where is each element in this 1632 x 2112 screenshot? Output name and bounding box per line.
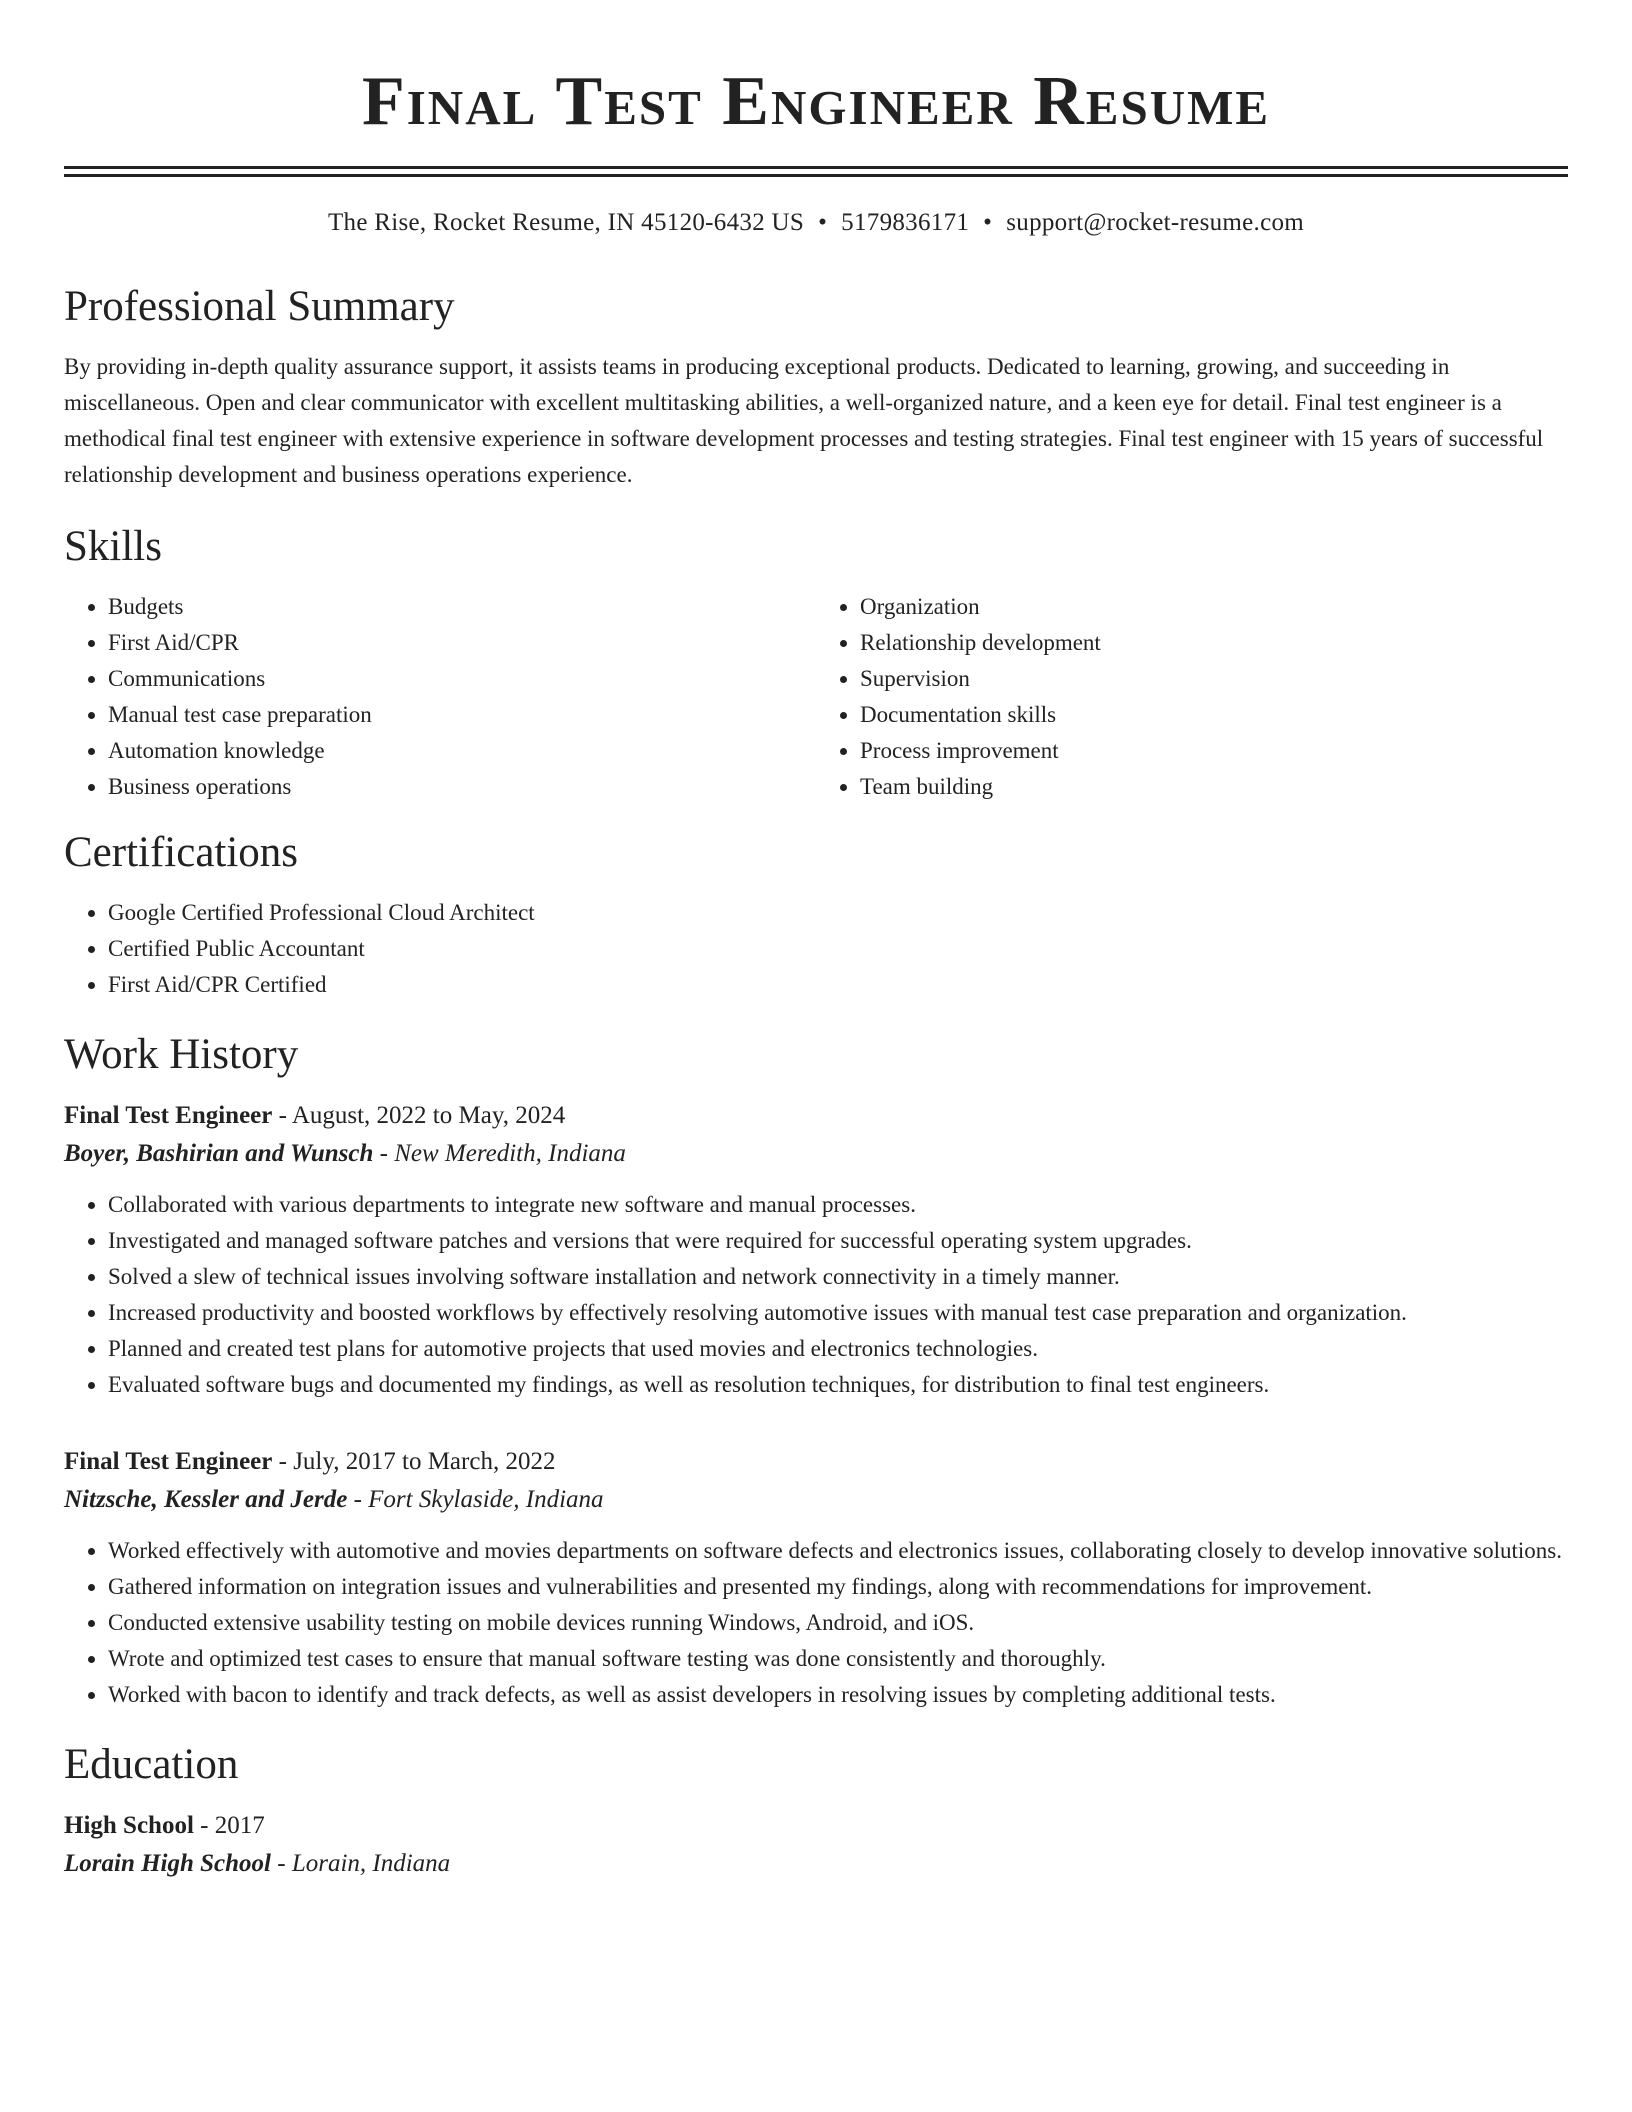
skills-heading: Skills [64,523,162,570]
job-duty: • Worked with bacon to identify and track defects, as well as assist developers in resolving issues by completing additional tests. [108,1677,1568,1713]
school-name: Lorain High School [64,1850,271,1877]
company-line [64,1481,1568,1519]
contact-separator: • [818,209,828,236]
certifications-heading: Certifications [64,829,299,876]
skills-columns [64,589,1568,805]
skill-item: • Manual test case preparation [108,697,816,733]
job-dates: - August, 2022 to May, 2024 [272,1102,566,1129]
work-history-heading: Work History [64,1031,299,1078]
education-heading: Education [64,1741,239,1788]
contact-phone: 5179836171 [841,209,970,236]
summary-text: By providing in-depth quality assurance support, it assists teams in producing exceptional products. Dedicated to learning, growing, and succeeding in miscellaneous. Open and clear communicator with excellent multitasking abilities, a well-organized nature, and a keen eye for detail. Final test engineer is a methodical final test engineer with extensive experience in software development processes and testing strategies. Final test engineer with 15 years of successful relationship development and business operations experience. [64,354,1544,487]
job-title-line [64,1097,1568,1135]
skill-item: • Relationship development [860,625,1568,661]
graduation-year: - 2017 [193,1812,265,1839]
company-location: - New Meredith, Indiana [373,1140,626,1167]
skill-item: • Communications [108,661,816,697]
degree-line [64,1807,1568,1845]
company-line [64,1135,1568,1173]
contact-separator: • [983,209,993,236]
skill-item: • Supervision [860,661,1568,697]
title-double-rule [64,166,1568,177]
skill-item: • Process improvement [860,733,1568,769]
certification-item: • First Aid/CPR Certified [108,967,1568,1003]
job-entry [64,1443,1568,1713]
job-title-line [64,1443,1568,1481]
contact-email: support@rocket-resume.com [1006,209,1305,236]
skills-list-left [64,589,816,805]
job-duty: • Solved a slew of technical issues involving software installation and network connectivity in a timely manner. [108,1259,1568,1295]
resume-title: Final Test Engineer Resume [361,63,1271,140]
skill-item: • Organization [860,589,1568,625]
certifications-list [64,895,1568,1003]
job-duty: • Investigated and managed software patches and versions that were required for successful operating system upgrades. [108,1223,1568,1259]
school-location: - Lorain, Indiana [271,1850,451,1877]
job-dates: - July, 2017 to March, 2022 [272,1448,556,1475]
job-duties-list [64,1533,1568,1713]
company-name: Boyer, Bashirian and Wunsch [64,1140,374,1167]
job-duty: • Evaluated software bugs and documented my findings, as well as resolution techniques, for distribution to final test engineers. [108,1367,1568,1403]
skill-item: • Budgets [108,589,816,625]
job-duties-list [64,1187,1568,1403]
skill-item: • Business operations [108,769,816,805]
company-location: - Fort Skylaside, Indiana [347,1486,604,1513]
skill-item: • Automation knowledge [108,733,816,769]
skill-item: • Documentation skills [860,697,1568,733]
skill-item: • Team building [860,769,1568,805]
job-title: Final Test Engineer [64,1102,273,1129]
certification-item: • Certified Public Accountant [108,931,1568,967]
education-entry [64,1807,1568,1883]
skill-item: • First Aid/CPR [108,625,816,661]
job-title: Final Test Engineer [64,1448,273,1475]
certification-item: • Google Certified Professional Cloud Architect [108,895,1568,931]
skills-list-right [816,589,1568,805]
company-name: Nitzsche, Kessler and Jerde [64,1486,348,1513]
job-entry [64,1097,1568,1403]
job-duty: • Worked effectively with automotive and movies departments on software defects and electronics issues, collaborating closely to develop innovative solutions. [108,1533,1568,1569]
job-duty: • Wrote and optimized test cases to ensure that manual software testing was done consistently and thoroughly. [108,1641,1568,1677]
job-duty: • Gathered information on integration issues and vulnerabilities and presented my findings, along with recommendations for improvement. [108,1569,1568,1605]
summary-heading: Professional Summary [64,283,455,330]
job-duty: • Increased productivity and boosted workflows by effectively resolving automotive issues with manual test case preparation and organization. [108,1295,1568,1331]
job-duty: • Planned and created test plans for automotive projects that used movies and electronics technologies. [108,1331,1568,1367]
job-duty: • Conducted extensive usability testing on mobile devices running Windows, Android, and iOS. [108,1605,1568,1641]
job-duty: • Collaborated with various departments to integrate new software and manual processes. [108,1187,1568,1223]
contact-line [64,207,1568,239]
degree: High School [64,1812,194,1839]
school-line [64,1845,1568,1883]
contact-address: The Rise, Rocket Resume, IN 45120-6432 US [327,209,805,236]
